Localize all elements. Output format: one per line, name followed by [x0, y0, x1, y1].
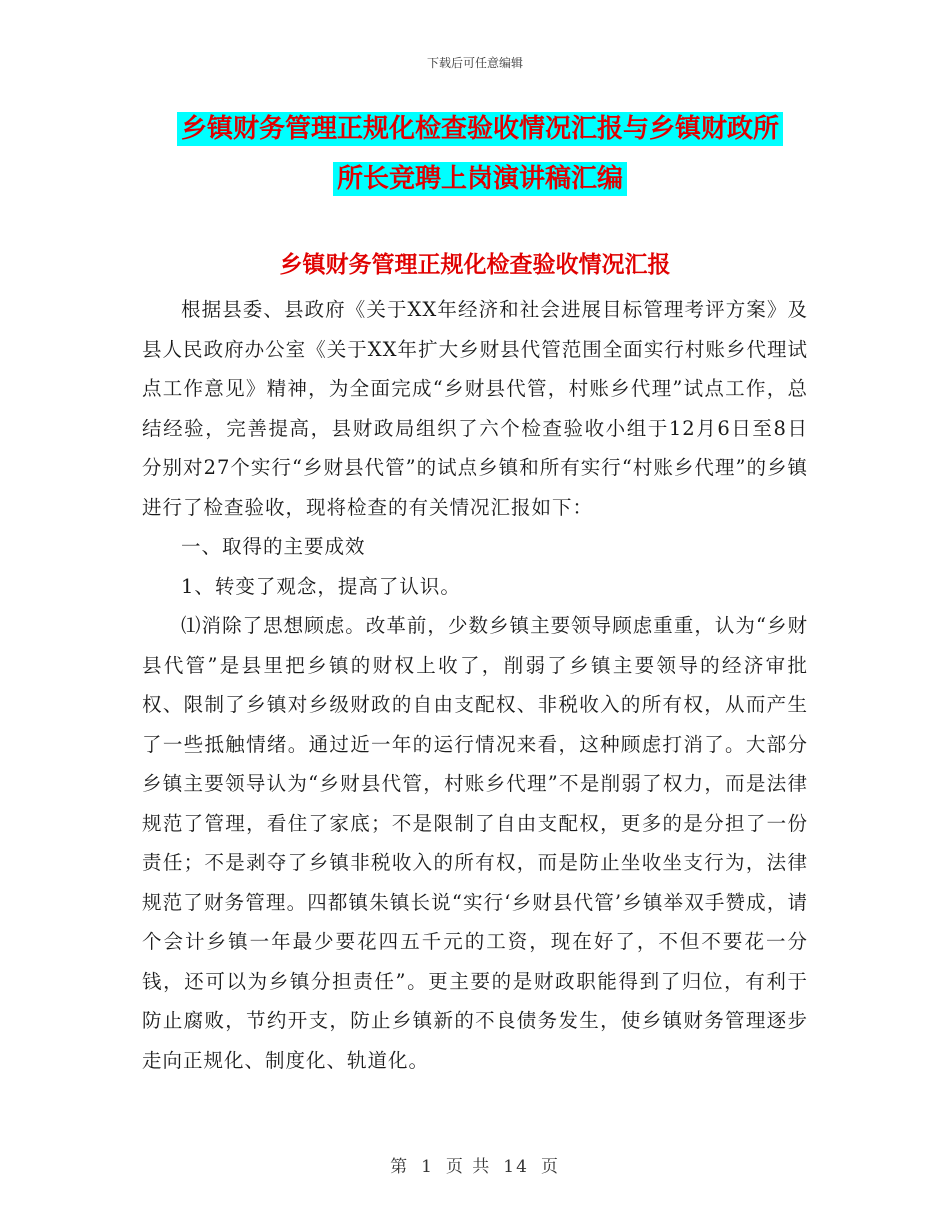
document-title-line-1 — [150, 104, 810, 154]
paragraph-intro: 根据县委、县政府《关于XX年经济和社会进展目标管理考评方案》及县人民政府办公室《关于XX年扩大乡财县代管范围全面实行村账乡代理试点工作意见》精神，为全面完成“乡财县代管，村账乡代理”试点工作，总结经验，完善提高，县财政局组织了六个检查验收小组于12月6日至8日分别对27个实行“乡财县代管”的试点乡镇和所有实行“村账乡代理”的乡镇进行了检查验收，现将检查的有关情况汇报如下： — [142, 298, 808, 519]
section-title: 乡镇财务管理正规化检查验收情况汇报 — [279, 252, 671, 278]
title-highlight: 所长竞聘上岗演讲稿汇编 — [333, 162, 627, 196]
page-footer — [0, 1152, 950, 1177]
footer-total-pages: 14 — [503, 1157, 529, 1177]
heading-main-results: 一、取得的主要成效 — [181, 535, 366, 558]
footer-suffix: 页 — [540, 1157, 560, 1177]
document-title-line-2 — [150, 154, 810, 204]
footer-prefix: 第 — [390, 1157, 410, 1177]
header-note: 下载后可任意编辑 — [426, 56, 523, 70]
footer-current-page: 1 — [421, 1157, 434, 1177]
subheading-change-concept: 1、转变了观念，提高了认识。 — [181, 574, 461, 598]
document-title — [150, 104, 810, 204]
title-highlight: 乡镇财务管理正规化检查验收情况汇报与乡镇财政所 — [177, 112, 783, 146]
paragraph-eliminate-concerns: ⑴消除了思想顾虑。改革前，少数乡镇主要领导顾虑重重，认为“乡财县代管”是县里把乡镇的财权上收了，削弱了乡镇主要领导的经济审批权、限制了乡镇对乡级财政的自由支配权、非税收入的所有权，从而产生了一些抵触情绪。通过近一年的运行情况来看，这种顾虑打消了。大部分乡镇主要领导认为“乡财县代管，村账乡代理”不是削弱了权力，而是法律规范了管理，看住了家底；不是限制了自由支配权，更多的是分担了一份责任；不是剥夺了乡镇非税收入的所有权，而是防止坐收坐支行为，法律规范了财务管理。四都镇朱镇长说“实行‘乡财县代管’乡镇举双手赞成，请个会计乡镇一年最少要花四五千元的工资，现在好了，不但不要花一分钱，还可以为乡镇分担责任”。更主要的是财政职能得到了归位，有利于防止腐败，节约开支，防止乡镇新的不良债务发生，使乡镇财务管理逐步走向正规化、制度化、轨道化。 — [142, 614, 808, 1072]
footer-middle: 页 共 — [445, 1157, 492, 1177]
body-text — [142, 290, 808, 1080]
